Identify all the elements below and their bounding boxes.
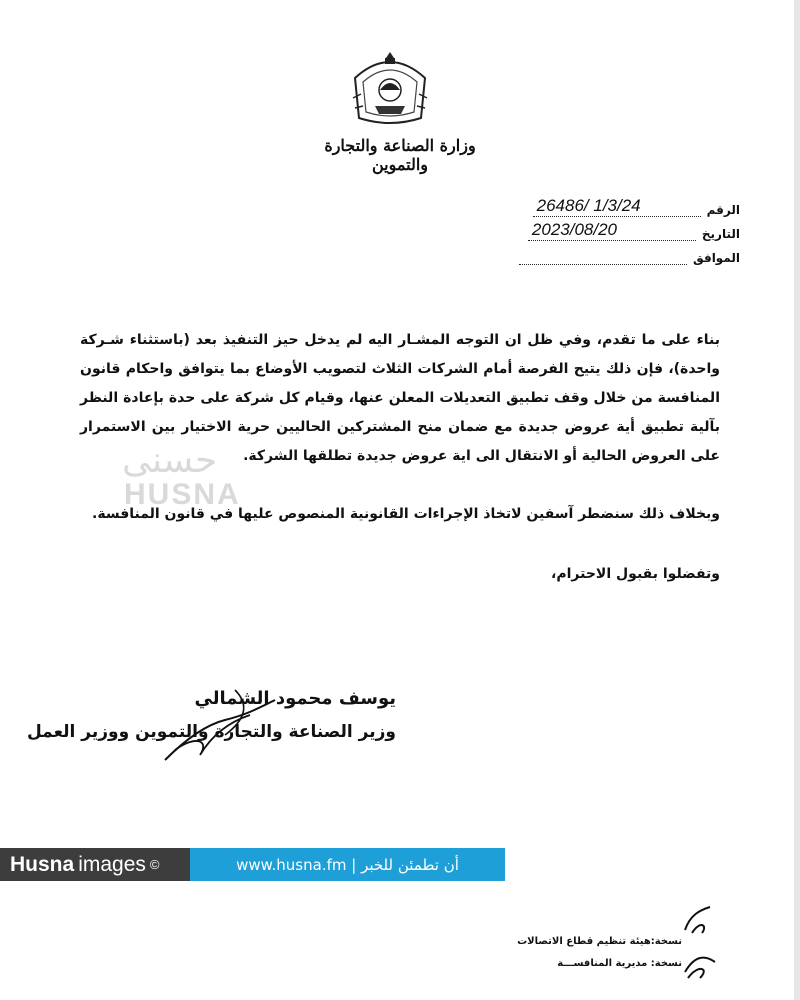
body-paragraph-2: وبخلاف ذلك سنضطر آسفين لاتخاذ الإجراءات القانونية المنصوص عليها في قانون المنافسة. bbox=[92, 506, 720, 522]
watermark-english: HUSNA bbox=[124, 478, 241, 511]
hijri-label: الموافق bbox=[693, 251, 740, 265]
banner-tagline[interactable]: أن تطمئن للخبر | www.husna.fm bbox=[190, 848, 505, 881]
date-label: التاريخ bbox=[701, 227, 740, 241]
closing-line: وتفضلوا بقبول الاحترام، bbox=[551, 566, 720, 582]
reference-row bbox=[533, 196, 740, 217]
brand-light: images bbox=[78, 852, 146, 876]
copy-recipient-2: نسخة: مديرية المنافســـة bbox=[557, 958, 682, 969]
date-value: 2023/08/20 bbox=[528, 220, 696, 241]
ministry-name: وزارة الصناعة والتجارة والتموين bbox=[324, 136, 476, 174]
initial-mark-2 bbox=[680, 950, 720, 980]
hijri-row bbox=[519, 244, 740, 265]
watermark-arabic: حسنى bbox=[122, 440, 218, 481]
page-edge bbox=[794, 0, 800, 1000]
copyright-icon: © bbox=[149, 857, 160, 872]
initial-mark-1 bbox=[680, 905, 720, 935]
hijri-value bbox=[519, 244, 687, 265]
jordan-coat-of-arms-icon bbox=[345, 48, 435, 128]
body-paragraph-1: بناء على ما تقدم، وفي ظل ان التوجه المشـار اليه لم يدخل حيز التنفيذ بعد (باستثناء شـركة واحدة)، فإن ذلك يتيح الفرصة أمام الشركات الثلاث لتصويب الأوضاع بما يتوافق واحكام قانون المنافسة من خلال وقف تطبيق التعديلات المعلن عنها، وقيام كل شركة على حدة بإعادة النظر بآلية تطبيق أية عروض جديدة مع ضمان منح المشتركين الحاليين حرية الاختيار بين الاستمرار على العروض الحالية أو الانتقال الى اية عروض جديدة تطلقها الشركة. bbox=[80, 332, 720, 464]
brand-bold: Husna bbox=[10, 852, 75, 876]
date-row bbox=[528, 220, 740, 241]
copy-recipient-1: نسخة:هيئة تنظيم قطاع الاتصالات bbox=[517, 936, 682, 947]
signatory-title: وزير الصناعة والتجارة والتموين ووزير العمل bbox=[27, 722, 396, 742]
reference-label: الرقم bbox=[706, 203, 740, 217]
husna-banner bbox=[0, 848, 505, 881]
reference-value: 26486/ 1/3/24 bbox=[533, 196, 701, 217]
signatory-name: يوسف محمود الشمالي bbox=[194, 688, 396, 709]
banner-brand bbox=[0, 848, 190, 881]
